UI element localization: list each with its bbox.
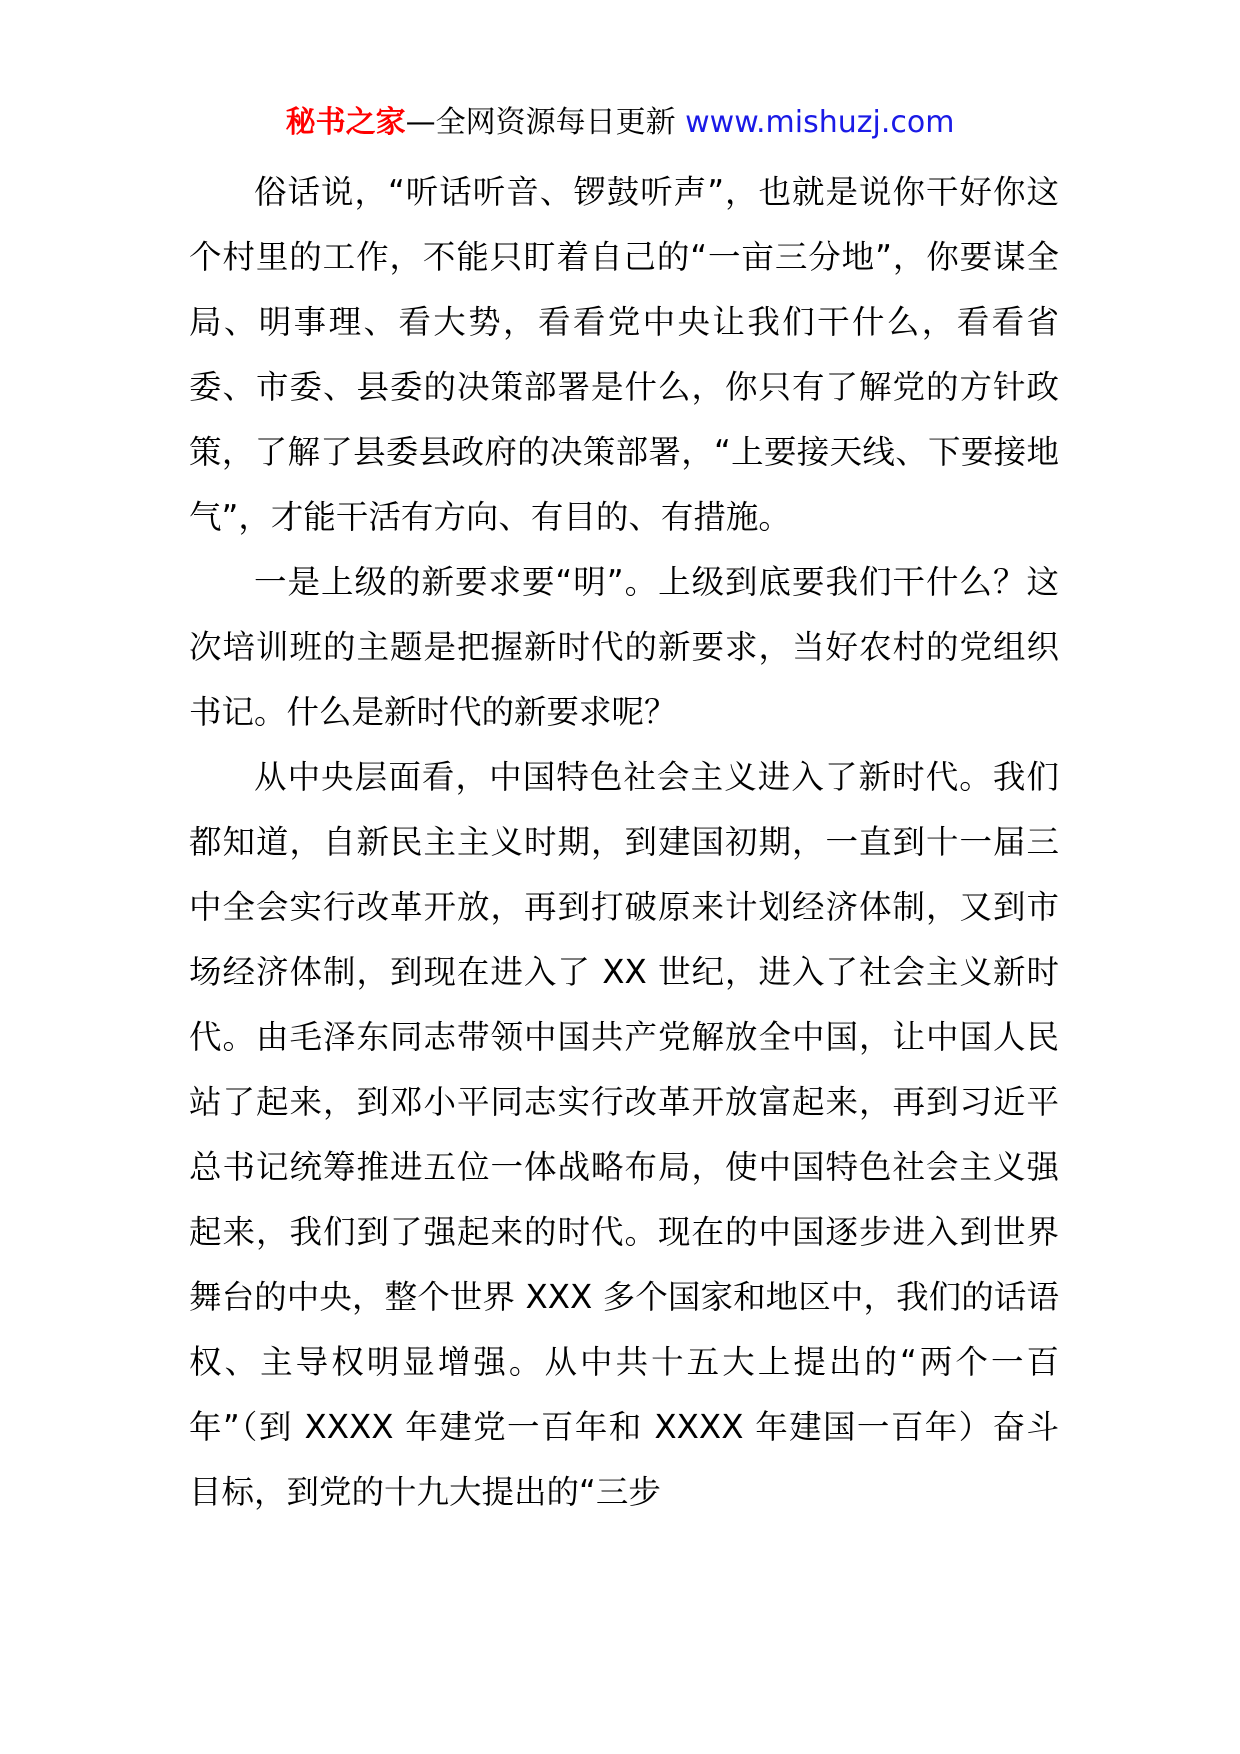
website-link[interactable]: www.mishuzj.com: [685, 105, 955, 140]
paragraph: 一是上级的新要求要“明”。上级到底要我们干什么？这次培训班的主题是把握新时代的新要求，当好农村的党组织书记。什么是新时代的新要求呢？: [189, 563, 1059, 731]
paragraph: 从中央层面看，中国特色社会主义进入了新时代。我们都知道，自新民主主义时期，到建国初期，一直到十一届三中全会实行改革开放，再到打破原来计划经济体制，又到市场经济体制，到现在进入了 XX 世纪，进入了社会主义新时代。由毛泽东同志带领中国共产党解放全中国，让中国人民站了起来，到邓小平同志实行改革开放富起来，再到习近平总书记统筹推进五位一体战略布局，使中国特色社会主义强起来，我们到了强起来的时代。现在的中国逐步进入到世界舞台的中央，整个世界 XXX 多个国家和地区中，我们的话语权、主导权明显增强。从中共十五大上提出的“两个一百年”（到 XXXX 年建党一百年和 XXXX 年建国一百年）奋斗目标，到党的十九大提出的“三步: [189, 758, 1059, 1511]
header-tagline: —全网资源每日更新: [405, 105, 676, 140]
document-body: [189, 160, 1059, 1525]
paragraph: 俗话说，“听话听音、锣鼓听声”，也就是说你干好你这个村里的工作，不能只盯着自己的“一亩三分地”，你要谋全局、明事理、看大势，看看党中央让我们干什么，看看省委、市委、县委的决策部署是什么，你只有了解党的方针政策，了解了县委县政府的决策部署，“上要接天线、下要接地气”，才能干活有方向、有目的、有措施。: [189, 173, 1059, 536]
brand-name: 秘书之家: [285, 105, 406, 140]
page-header: [0, 102, 1240, 144]
